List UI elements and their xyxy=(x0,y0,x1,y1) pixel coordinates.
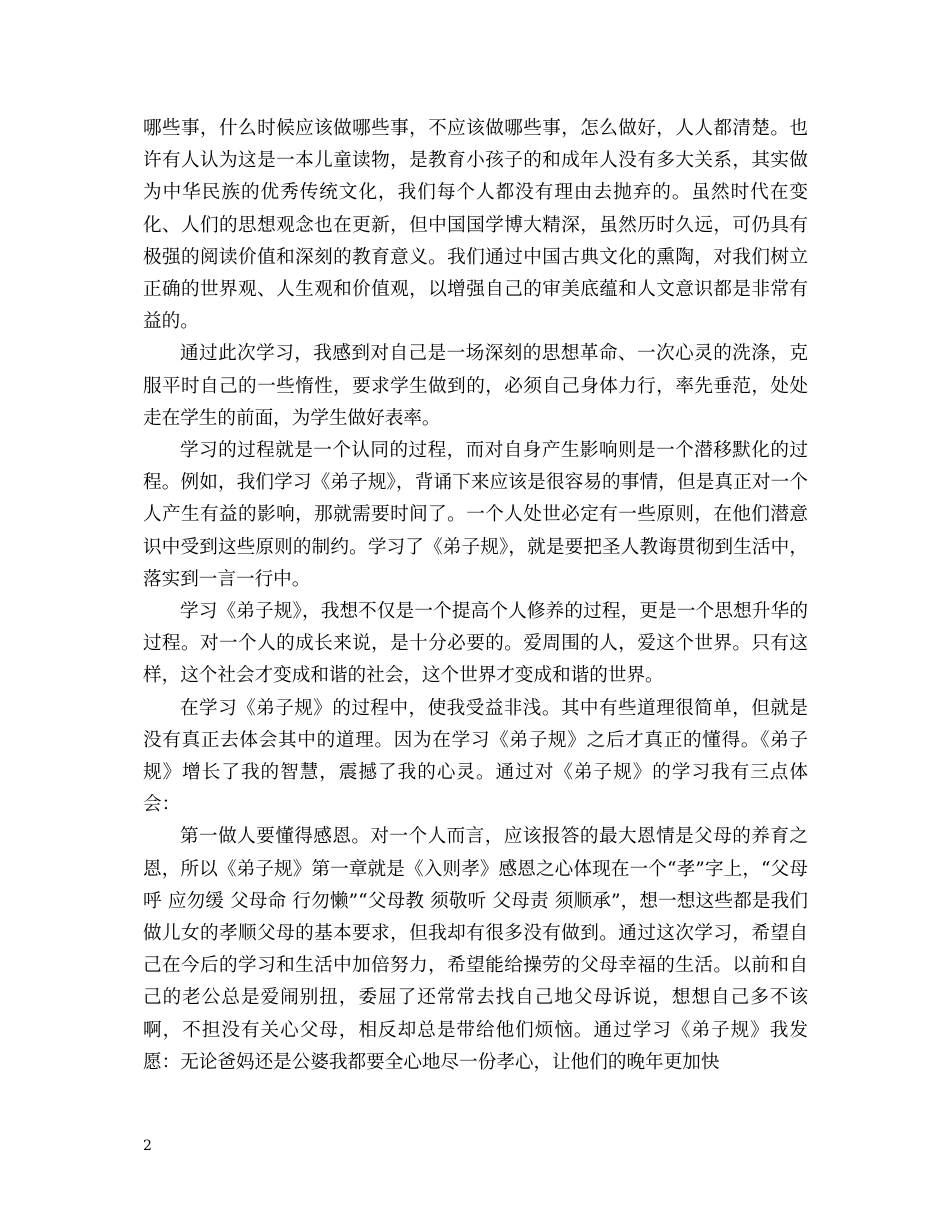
paragraph: 学习的过程就是一个认同的过程，而对自身产生影响则是一个潜移默化的过程。例如，我们学习《弟子规》，背诵下来应该是很容易的事情，但是真正对一个人产生有益的影响，那就需要时间了。一个人处世必定有一些原则，在他们潜意识中受到这些原则的制约。学习了《弟子规》，就是要把圣人教诲贯彻到生活中，落实到一言一行中。 xyxy=(143,440,808,590)
paragraph: 哪些事，什么时候应该做哪些事，不应该做哪些事，怎么做好，人人都清楚。也许有人认为这是一本儿童读物，是教育小孩子的和成年人没有多大关系，其实做为中华民族的优秀传统文化，我们每个人都没有理由去抛弃的。虽然时代在变化、人们的思想观念也在更新，但中国国学博大精深，虽然历时久远，可仍具有极强的阅读价值和深刻的教育意义。我们通过中国古典文化的熏陶，对我们树立正确的世界观、人生观和价值观，以增强自己的审美底蕴和人文意识都是非常有益的。 xyxy=(143,118,808,333)
page-number: 2 xyxy=(143,1138,152,1154)
document-body xyxy=(143,113,808,1079)
paragraph: 通过此次学习，我感到对自己是一场深刻的思想革命、一次心灵的洗涤，克服平时自己的一些惰性，要求学生做到的，必须自己身体力行，率先垂范，处处走在学生的前面，为学生做好表率。 xyxy=(143,343,808,429)
paragraph: 在学习《弟子规》的过程中，使我受益非浅。其中有些道理很简单，但就是没有真正去体会其中的道理。因为在学习《弟子规》之后才真正的懂得。《弟子规》增长了我的智慧，震撼了我的心灵。通过对《弟子规》的学习我有三点体会： xyxy=(143,697,808,816)
paragraph: 学习《弟子规》，我想不仅是一个提高个人修养的过程，更是一个思想升华的过程。对一个人的成长来说，是十分必要的。爱周围的人，爱这个世界。只有这样，这个社会才变成和谐的社会，这个世界才变成和谐的世界。 xyxy=(143,601,808,687)
paragraph: 第一做人要懂得感恩。对一个人而言，应该报答的最大恩情是父母的养育之恩，所以《弟子规》第一章就是《入则孝》感恩之心体现在一个“孝”字上，“父母呼 应勿缓 父母命 行勿懒”“父母教 须敬听 父母责 须顺承”，想一想这些都是我们做儿女的孝顺父母的基本要求，但我却有很多没有做到。通过这次学习，希望自己在今后的学习和生活中加倍努力，希望能给操劳的父母幸福的生活。以前和自己的老公总是爱闹别扭，委屈了还常常去找自己地父母诉说，想想自己多不该啊，不担没有关心父母，相反却总是带给他们烦恼。通过学习《弟子规》我发愿：无论爸妈还是公婆我都要全心地尽一份孝心，让他们的晚年更加快 xyxy=(143,826,808,1073)
